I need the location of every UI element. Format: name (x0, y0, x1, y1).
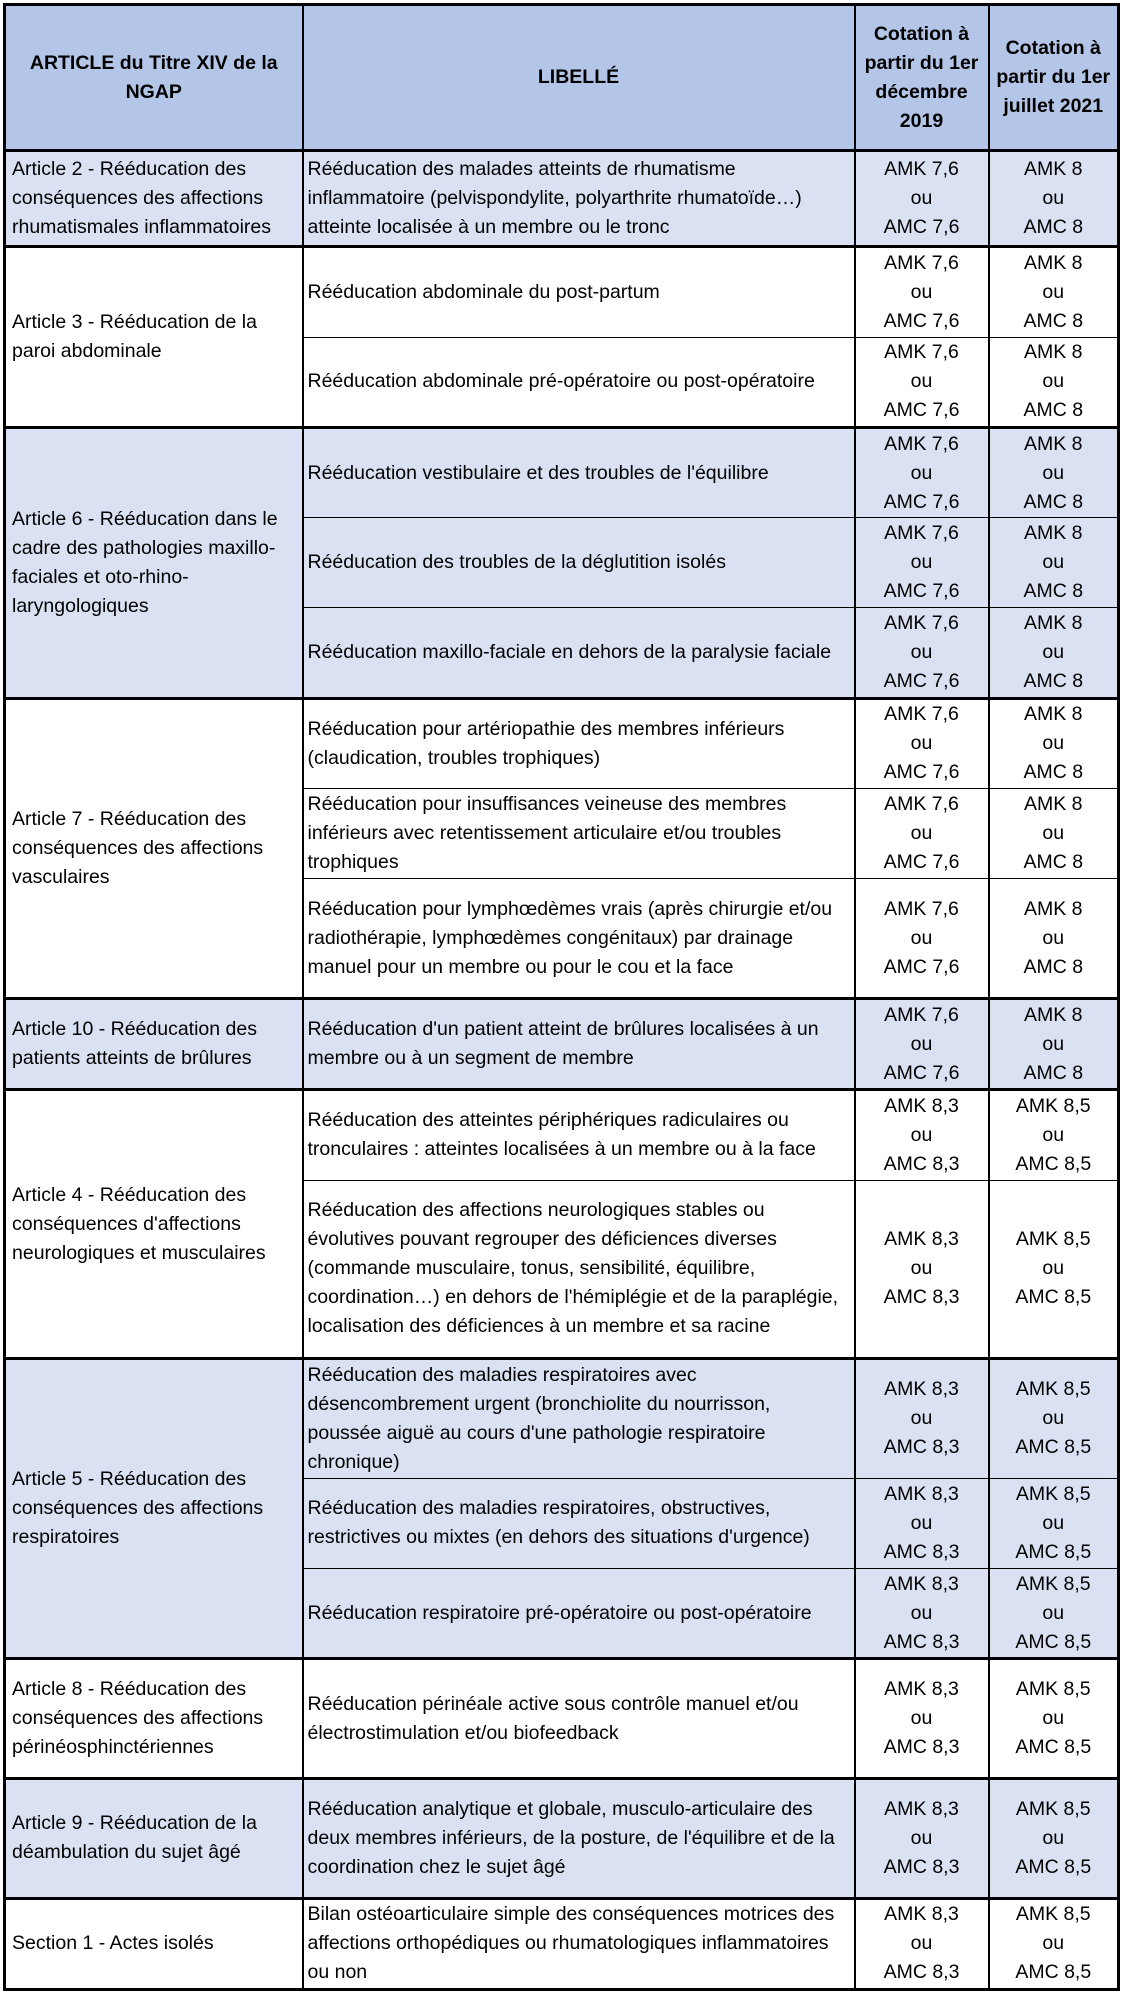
or-text: ou (910, 1032, 933, 1055)
cotation-2021-cell (989, 337, 1119, 427)
cotation-2021-cell (989, 879, 1119, 999)
amk-value: AMK 8,3 (884, 1482, 959, 1505)
libelle-cell: Rééducation des maladies respiratoires, obstructives, restrictives ou mixtes (en dehors des situations d'urgence) (303, 1478, 855, 1568)
cotation-2019-cell (855, 1898, 989, 1989)
article-group (5, 151, 1119, 247)
amk-value: AMK 8,5 (1015, 1903, 1091, 1926)
amc-value: AMC 7,6 (883, 490, 960, 513)
libelle-cell: Rééducation des affections neurologiques stables ou évolutives pouvant regrouper des déficiences diverses (commande musculaire, tonus, sensibilité, équilibre, coordination…) en dehors de l'hémiplégie et de la paraplégie, localisation des déficiences à un membre et sa racine (303, 1180, 855, 1359)
cotation-2019-cell (855, 518, 989, 608)
or-text: ou (910, 926, 933, 949)
or-text: ou (1042, 1932, 1065, 1955)
cotation-2019-cell (855, 608, 989, 698)
cotation-2021-cell (989, 1659, 1119, 1779)
header-cotation-2019: Cotation à partir du 1er décembre 2019 (855, 5, 989, 151)
or-text: ou (910, 1407, 933, 1430)
amk-value: AMK 8 (1023, 897, 1083, 920)
amc-value: AMC 8,3 (883, 1855, 960, 1878)
amk-value: AMK 8,5 (1015, 1797, 1091, 1820)
amk-value: AMK 8,3 (884, 1572, 959, 1595)
article-group (5, 247, 1119, 428)
cotation-2021-cell (989, 1778, 1119, 1898)
amk-value: AMK 8 (1023, 612, 1083, 635)
or-text: ou (910, 1826, 933, 1849)
libelle-cell: Rééducation d'un patient atteint de brûlures localisées à un membre ou à un segment de membre (303, 998, 855, 1089)
cotation-2021-cell (989, 1478, 1119, 1568)
amc-value: AMC 8,5 (1015, 1736, 1092, 1759)
cotation-2021-cell (989, 247, 1119, 337)
cotation-2021-cell (989, 151, 1119, 247)
amc-value: AMC 7,6 (883, 761, 960, 784)
cotation-2021-cell (989, 1180, 1119, 1359)
amk-value: AMK 8,5 (1015, 1094, 1091, 1117)
or-text: ou (1042, 280, 1065, 303)
amc-value: AMC 8,5 (1015, 1436, 1092, 1459)
article-cell: Section 1 - Actes isolés (5, 1898, 303, 1989)
cotation-2019-cell (855, 789, 989, 879)
or-text: ou (1042, 1826, 1065, 1849)
amc-value: AMC 8,3 (883, 1152, 960, 1175)
article-cell: Article 9 - Rééducation de la déambulation du sujet âgé (5, 1778, 303, 1898)
or-text: ou (1042, 1601, 1065, 1624)
or-text: ou (910, 1123, 933, 1146)
amk-value: AMK 8 (1023, 1003, 1083, 1026)
amk-value: AMK 7,6 (884, 612, 959, 635)
cotation-2019-cell (855, 1569, 989, 1659)
table-row (5, 247, 1119, 337)
amc-value: AMC 7,6 (883, 955, 960, 978)
article-cell: Article 7 - Rééducation des conséquences des affections vasculaires (5, 698, 303, 998)
amk-value: AMK 8 (1023, 158, 1083, 181)
article-group (5, 998, 1119, 1089)
libelle-cell: Rééducation respiratoire pré-opératoire ou post-opératoire (303, 1569, 855, 1659)
or-text: ou (1042, 641, 1065, 664)
libelle-cell: Rééducation des atteintes périphériques radiculaires ou tronculaires : atteintes localisées à un membre ou à la face (303, 1090, 855, 1180)
cotation-2019-cell (855, 247, 989, 337)
cotation-2019-cell (855, 1778, 989, 1898)
article-group (5, 427, 1119, 698)
cotation-2019-cell (855, 998, 989, 1089)
libelle-cell: Rééducation analytique et globale, musculo-articulaire des deux membres inférieurs, de la posture, de l'équilibre et de la coordination chez le sujet âgé (303, 1778, 855, 1898)
cotation-2021-cell (989, 427, 1119, 517)
amk-value: AMK 7,6 (884, 793, 959, 816)
or-text: ou (910, 370, 933, 393)
or-text: ou (910, 551, 933, 574)
table-row (5, 1778, 1119, 1898)
article-group (5, 1359, 1119, 1659)
amk-value: AMK 8,3 (884, 1903, 959, 1926)
amk-value: AMK 8 (1023, 793, 1083, 816)
libelle-cell: Rééducation vestibulaire et des troubles de l'équilibre (303, 427, 855, 517)
ngap-cotation-table (3, 3, 1120, 1991)
libelle-cell: Rééducation maxillo-faciale en dehors de la paralysie faciale (303, 608, 855, 698)
or-text: ou (1042, 1407, 1065, 1430)
or-text: ou (910, 1511, 933, 1534)
cotation-2019-cell (855, 151, 989, 247)
amc-value: AMC 7,6 (883, 216, 960, 239)
amc-value: AMC 8,3 (883, 1436, 960, 1459)
amk-value: AMK 8,5 (1015, 1228, 1091, 1251)
amc-value: AMC 8,5 (1015, 1152, 1092, 1175)
cotation-2019-cell (855, 337, 989, 427)
libelle-cell: Rééducation des maladies respiratoires avec désencombrement urgent (bronchiolite du nourrisson, poussée aiguë au cours d'une pathologie respiratoire chronique) (303, 1359, 855, 1479)
amc-value: AMC 8 (1023, 761, 1084, 784)
cotation-2019-cell (855, 698, 989, 788)
amk-value: AMK 7,6 (884, 522, 959, 545)
amk-value: AMK 8 (1023, 432, 1083, 455)
or-text: ou (910, 280, 933, 303)
amc-value: AMC 7,6 (883, 851, 960, 874)
amc-value: AMC 8 (1023, 216, 1084, 239)
amc-value: AMC 8,5 (1015, 1286, 1092, 1309)
amk-value: AMK 7,6 (884, 432, 959, 455)
or-text: ou (910, 641, 933, 664)
cotation-2021-cell (989, 1569, 1119, 1659)
cotation-2021-cell (989, 698, 1119, 788)
cotation-2019-cell (855, 1659, 989, 1779)
article-cell: Article 6 - Rééducation dans le cadre des pathologies maxillo-faciales et oto-rhino-laryngologiques (5, 427, 303, 698)
amc-value: AMC 8 (1023, 955, 1084, 978)
or-text: ou (910, 822, 933, 845)
or-text: ou (910, 732, 933, 755)
amc-value: AMC 8 (1023, 670, 1084, 693)
amc-value: AMC 8,3 (883, 1540, 960, 1563)
libelle-cell: Bilan ostéoarticulaire simple des conséquences motrices des affections orthopédiques ou rhumatologiques inflammatoires ou non (303, 1898, 855, 1989)
or-text: ou (1042, 1707, 1065, 1730)
cotation-2021-cell (989, 518, 1119, 608)
libelle-cell: Rééducation abdominale pré-opératoire ou post-opératoire (303, 337, 855, 427)
libelle-cell: Rééducation périnéale active sous contrôle manuel et/ou électrostimulation et/ou biofeedback (303, 1659, 855, 1779)
article-group (5, 1659, 1119, 1779)
article-cell: Article 3 - Rééducation de la paroi abdominale (5, 247, 303, 428)
or-text: ou (1042, 732, 1065, 755)
or-text: ou (1042, 1511, 1065, 1534)
amk-value: AMK 8 (1023, 703, 1083, 726)
amc-value: AMC 8,3 (883, 1961, 960, 1984)
amk-value: AMK 8,3 (884, 1228, 959, 1251)
article-cell: Article 4 - Rééducation des conséquences d'affections neurologiques et musculaires (5, 1090, 303, 1359)
libelle-cell: Rééducation pour insuffisances veineuse des membres inférieurs avec retentissement articulaire et/ou troubles trophiques (303, 789, 855, 879)
article-group (5, 1090, 1119, 1359)
table-row (5, 698, 1119, 788)
amc-value: AMC 7,6 (883, 1061, 960, 1084)
or-text: ou (910, 187, 933, 210)
table-row (5, 151, 1119, 247)
article-group (5, 1778, 1119, 1898)
amc-value: AMC 8 (1023, 1061, 1084, 1084)
amc-value: AMC 8 (1023, 399, 1084, 422)
header-row (5, 5, 1119, 151)
table-row (5, 1090, 1119, 1180)
article-cell: Article 5 - Rééducation des conséquences des affections respiratoires (5, 1359, 303, 1659)
cotation-2019-cell (855, 427, 989, 517)
or-text: ou (1042, 1032, 1065, 1055)
amc-value: AMC 7,6 (883, 399, 960, 422)
amk-value: AMK 8,3 (884, 1797, 959, 1820)
or-text: ou (1042, 1123, 1065, 1146)
or-text: ou (910, 1257, 933, 1280)
amc-value: AMC 7,6 (883, 670, 960, 693)
cotation-2021-cell (989, 998, 1119, 1089)
table-row (5, 998, 1119, 1089)
article-group (5, 698, 1119, 998)
or-text: ou (1042, 370, 1065, 393)
amc-value: AMC 8,5 (1015, 1961, 1092, 1984)
amk-value: AMK 7,6 (884, 703, 959, 726)
or-text: ou (910, 461, 933, 484)
amk-value: AMK 8,5 (1015, 1678, 1091, 1701)
amc-value: AMC 8 (1023, 309, 1084, 332)
article-cell: Article 8 - Rééducation des conséquences des affections périnéosphinctériennes (5, 1659, 303, 1779)
libelle-cell: Rééducation des troubles de la déglutition isolés (303, 518, 855, 608)
amk-value: AMK 7,6 (884, 251, 959, 274)
header-libelle: LIBELLÉ (303, 5, 855, 151)
amk-value: AMK 7,6 (884, 1003, 959, 1026)
amc-value: AMC 8,5 (1015, 1540, 1092, 1563)
amc-value: AMC 7,6 (883, 580, 960, 603)
amc-value: AMC 8,3 (883, 1286, 960, 1309)
libelle-cell: Rééducation des malades atteints de rhumatisme inflammatoire (pelvispondylite, polyarthrite rhumatoïde…) atteinte localisée à un membre ou le tronc (303, 151, 855, 247)
table-row (5, 1659, 1119, 1779)
cotation-2021-cell (989, 1359, 1119, 1479)
amc-value: AMC 8,5 (1015, 1630, 1092, 1653)
cotation-2019-cell (855, 1359, 989, 1479)
amc-value: AMC 8 (1023, 851, 1084, 874)
header-article: ARTICLE du Titre XIV de la NGAP (5, 5, 303, 151)
or-text: ou (1042, 926, 1065, 949)
article-cell: Article 2 - Rééducation des conséquences des affections rhumatismales inflammatoires (5, 151, 303, 247)
or-text: ou (1042, 187, 1065, 210)
amk-value: AMK 8,3 (884, 1378, 959, 1401)
cotation-2021-cell (989, 789, 1119, 879)
or-text: ou (910, 1932, 933, 1955)
libelle-cell: Rééducation abdominale du post-partum (303, 247, 855, 337)
cotation-2019-cell (855, 1090, 989, 1180)
amk-value: AMK 7,6 (884, 897, 959, 920)
amk-value: AMK 8,3 (884, 1678, 959, 1701)
or-text: ou (910, 1707, 933, 1730)
amk-value: AMK 7,6 (884, 158, 959, 181)
or-text: ou (910, 1601, 933, 1624)
or-text: ou (1042, 551, 1065, 574)
amk-value: AMK 8,5 (1015, 1572, 1091, 1595)
table-row (5, 427, 1119, 517)
libelle-cell: Rééducation pour lymphœdèmes vrais (après chirurgie et/ou radiothérapie, lymphœdèmes congénitaux) par drainage manuel pour un membre ou pour le cou et la face (303, 879, 855, 999)
amk-value: AMK 8,5 (1015, 1378, 1091, 1401)
cotation-2021-cell (989, 1898, 1119, 1989)
table-row (5, 1898, 1119, 1989)
or-text: ou (1042, 461, 1065, 484)
amc-value: AMC 8,3 (883, 1736, 960, 1759)
amk-value: AMK 8,5 (1015, 1482, 1091, 1505)
cotation-2019-cell (855, 1180, 989, 1359)
amc-value: AMC 8,3 (883, 1630, 960, 1653)
table-row (5, 1359, 1119, 1479)
amk-value: AMK 7,6 (884, 341, 959, 364)
article-cell: Article 10 - Rééducation des patients atteints de brûlures (5, 998, 303, 1089)
cotation-2019-cell (855, 1478, 989, 1568)
cotation-2019-cell (855, 879, 989, 999)
amk-value: AMK 8 (1023, 341, 1083, 364)
cotation-2021-cell (989, 1090, 1119, 1180)
or-text: ou (1042, 822, 1065, 845)
table-header (5, 5, 1119, 151)
amk-value: AMK 8,3 (884, 1094, 959, 1117)
amc-value: AMC 7,6 (883, 309, 960, 332)
or-text: ou (1042, 1257, 1065, 1280)
amc-value: AMC 8,5 (1015, 1855, 1092, 1878)
cotation-2021-cell (989, 608, 1119, 698)
amk-value: AMK 8 (1023, 522, 1083, 545)
amc-value: AMC 8 (1023, 490, 1084, 513)
amc-value: AMC 8 (1023, 580, 1084, 603)
article-group (5, 1898, 1119, 1989)
amk-value: AMK 8 (1023, 251, 1083, 274)
header-cotation-2021: Cotation à partir du 1er juillet 2021 (989, 5, 1119, 151)
libelle-cell: Rééducation pour artériopathie des membres inférieurs (claudication, troubles trophiques) (303, 698, 855, 788)
